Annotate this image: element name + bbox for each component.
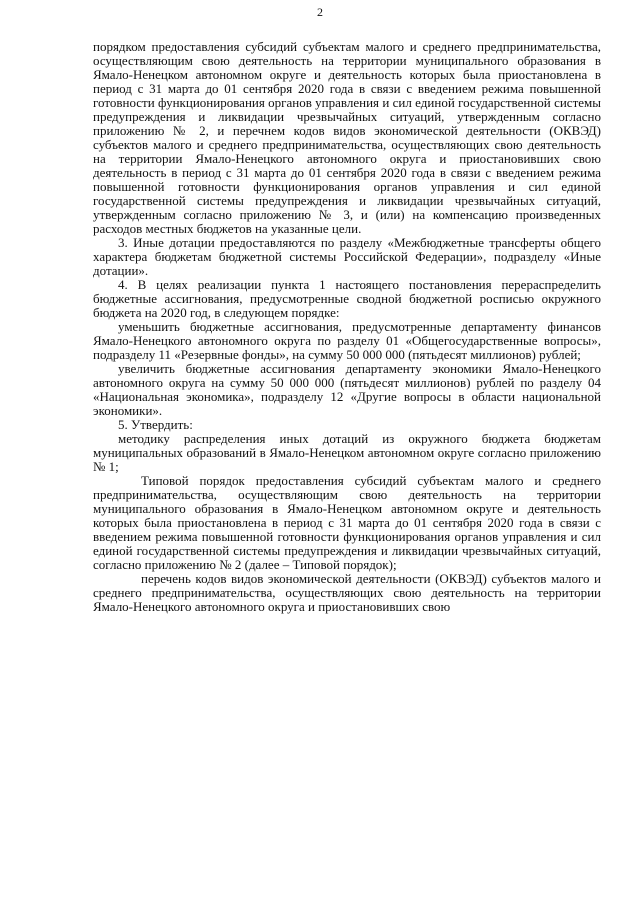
document-body — [93, 40, 601, 614]
paragraph-decrease-allocations: уменьшить бюджетные ассигнования, предусмотренные департаменту финансов Ямало-Ненецкого автономного округа по разделу 01 «Общегосударственные вопросы», подразделу 11 «Резервные фонды», на сумму 50 000 000 (пятьдесят миллионов) рублей; — [93, 319, 601, 362]
page-number: 2 — [317, 5, 323, 19]
paragraph-typical-procedure: Типовой порядок предоставления субсидий субъектам малого и среднего предпринимательства, осуществляющим свою деятельность на территории муниципального образования в Ямало-Ненецком автономном округе и деятельность которых была приостановлена в период с 31 марта до 01 сентября 2020 года в связи с введением режима повышенной готовности функционирования органов управления и сил единой государственной системы предупреждения и ликвидации чрезвычайных ситуаций, согласно приложению № 2 (далее – Типовой порядок); — [93, 473, 601, 572]
paragraph-item-5: 5. Утвердить: — [118, 417, 193, 432]
paragraph-continuation: порядком предоставления субсидий субъектам малого и среднего предпринимательства, осуществляющим свою деятельность на территории муниципального образования в Ямало-Ненецком автономном округе и деятельность которых была приостановлена в период с 31 марта до 01 сентября 2020 года в связи с введением режима повышенной готовности функционирования органов управления и сил единой государственной системы предупреждения и ликвидации чрезвычайных ситуаций, утвержденным согласно приложению № 2, и перечнем кодов видов экономической деятельности (ОКВЭД) субъектов малого и среднего предпринимательства, осуществляющих свою деятельность на территории Ямало-Ненецкого автономного округа и приостановивших свою деятельность в период с 31 марта до 01 сентября 2020 года в связи с введением режима повышенной готовности функционирования органов управления и сил единой государственной системы предупреждения и ликвидации чрезвычайных ситуаций, утвержденным согласно приложению № 3, и (или) на компенсацию произведенных расходов местных бюджетов на указанные цели. — [93, 39, 601, 236]
paragraph-item-4: 4. В целях реализации пункта 1 настоящего постановления перераспределить бюджетные ассигнования, предусмотренные сводной бюджетной росписью окружного бюджета на 2020 год, в следующем порядке: — [93, 277, 601, 320]
paragraph-item-3: 3. Иные дотации предоставляются по разделу «Межбюджетные трансферты общего характера бюджетам бюджетной системы Российской Федерации», подразделу «Иные дотации». — [93, 235, 601, 278]
paragraph-methodology: методику распределения иных дотаций из окружного бюджета бюджетам муниципальных образований в Ямало-Ненецком автономном округе согласно приложению № 1; — [93, 431, 601, 474]
paragraph-okved-list: перечень кодов видов экономической деятельности (ОКВЭД) субъектов малого и среднего предпринимательства, осуществляющих свою деятельность на территории Ямало-Ненецкого автономного округа и приостановивших свою — [93, 571, 601, 614]
paragraph-increase-allocations: увеличить бюджетные ассигнования департаменту экономики Ямало-Ненецкого автономного округа на сумму 50 000 000 (пятьдесят миллионов) рублей по разделу 04 «Национальная экономика», подразделу 12 «Другие вопросы в области национальной экономики». — [93, 361, 601, 418]
